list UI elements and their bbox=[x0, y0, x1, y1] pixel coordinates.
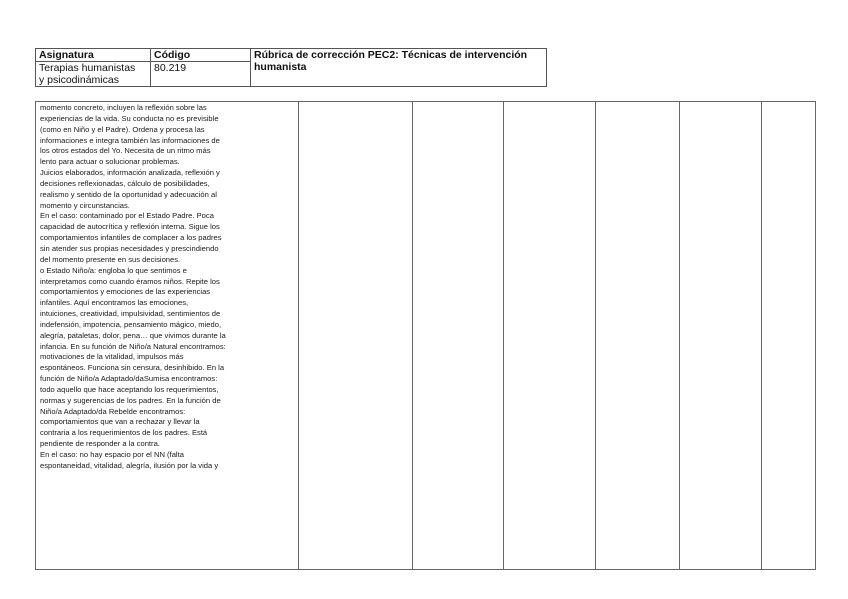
text-line: lento para actuar o solucionar problemas. bbox=[40, 157, 180, 167]
text-line: Juicios elaborados, información analizada, reflexión y bbox=[40, 168, 220, 178]
text-line: contraria a los requerimientos de los padres. Está bbox=[40, 428, 208, 438]
rubric-title bbox=[251, 49, 547, 87]
rubric-title-line1: Rúbrica de corrección PEC2: Técnicas de intervención bbox=[254, 49, 528, 61]
text-line: En el caso: contaminado por el Estado Padre. Poca bbox=[40, 211, 214, 221]
rubric-grid bbox=[35, 101, 816, 570]
codigo-label: Código bbox=[151, 49, 251, 62]
criteria-description-text bbox=[40, 103, 294, 472]
asignatura-value bbox=[36, 62, 151, 87]
text-line: realismo y sentido de la oportunidad y adecuación al bbox=[40, 189, 217, 199]
text-line: decisiones reflexionadas, cálculo de posibilidades, bbox=[40, 178, 210, 188]
text-line: infancia. En su función de Niño/a Natural encontramos: bbox=[40, 341, 226, 351]
text-line: pendiente de responder a la contra. bbox=[40, 439, 160, 449]
grid-cell-2 bbox=[413, 102, 504, 570]
grid-cell-1 bbox=[299, 102, 413, 570]
text-line: momento y circunstancias. bbox=[40, 200, 130, 210]
asignatura-value-line2: y psicodinámicas bbox=[39, 74, 119, 86]
asignatura-value-line1: Terapias humanistas bbox=[39, 62, 136, 74]
text-line: interpretamos como cuando éramos niños. Repite los bbox=[40, 276, 220, 286]
rubric-title-line2: humanista bbox=[254, 61, 307, 73]
grid-cell-5 bbox=[680, 102, 762, 570]
grid-cell-4 bbox=[596, 102, 680, 570]
text-line: infantiles. Aquí encontramos las emociones, bbox=[40, 298, 189, 308]
header-table bbox=[35, 48, 547, 87]
text-line: motivaciones de la vitalidad, impulsos más bbox=[40, 352, 184, 362]
text-line: comportamientos que van a rechazar y llevar la bbox=[40, 417, 200, 427]
text-line: (como en Niño y el Padre). Ordena y procesa las bbox=[40, 124, 205, 134]
text-line: del momento presente en sus decisiones. bbox=[40, 254, 181, 264]
text-line: todo aquello que hace aceptando los requerimientos, bbox=[40, 384, 219, 394]
text-line: intuiciones, creatividad, impulsividad, sentimientos de bbox=[40, 309, 221, 319]
text-line: los otros estados del Yo. Necesita de un ritmo más bbox=[40, 146, 211, 156]
asignatura-label: Asignatura bbox=[36, 49, 151, 62]
text-line: función de Niño/a Adaptado/daSumisa encontramos: bbox=[40, 374, 218, 384]
text-line: indefensión, impotencia, pensamiento mágico, miedo, bbox=[40, 319, 222, 329]
text-line: alegría, pataletas, dolor, pena… que vivimos durante la bbox=[40, 330, 226, 340]
text-line: Niño/a Adaptado/da Rebelde encontramos: bbox=[40, 406, 186, 416]
text-line: comportamientos y emociones de las experiencias bbox=[40, 287, 211, 297]
criteria-description-cell bbox=[36, 102, 299, 570]
grid-cell-6 bbox=[762, 102, 816, 570]
text-line: capacidad de autocrítica y reflexión interna. Sigue los bbox=[40, 222, 220, 232]
text-line: experiencias de la vida. Su conducta no es previsible bbox=[40, 113, 219, 123]
text-line: comportamientos infantiles de complacer a los padres bbox=[40, 233, 222, 243]
text-line: sin atender sus propias necesidades y prescindiendo bbox=[40, 243, 219, 253]
text-line: espontaneidad, vitalidad, alegría, ilusión por la vida y bbox=[40, 460, 219, 470]
text-line: momento concreto, incluyen la reflexión sobre las bbox=[40, 103, 207, 112]
grid-cell-3 bbox=[504, 102, 596, 570]
codigo-value: 80.219 bbox=[151, 62, 251, 87]
text-line: o Estado Niño/a: engloba lo que sentimos e bbox=[40, 265, 187, 275]
text-line: En el caso: no hay espacio por el NN (falta bbox=[40, 450, 184, 459]
text-line: normas y sugerencias de los padres. En la función de bbox=[40, 395, 221, 405]
text-line: informaciones e integra también las informaciones de bbox=[40, 135, 220, 145]
text-line: espontáneos. Funciona sin censura, desinhibido. En la bbox=[40, 363, 225, 373]
